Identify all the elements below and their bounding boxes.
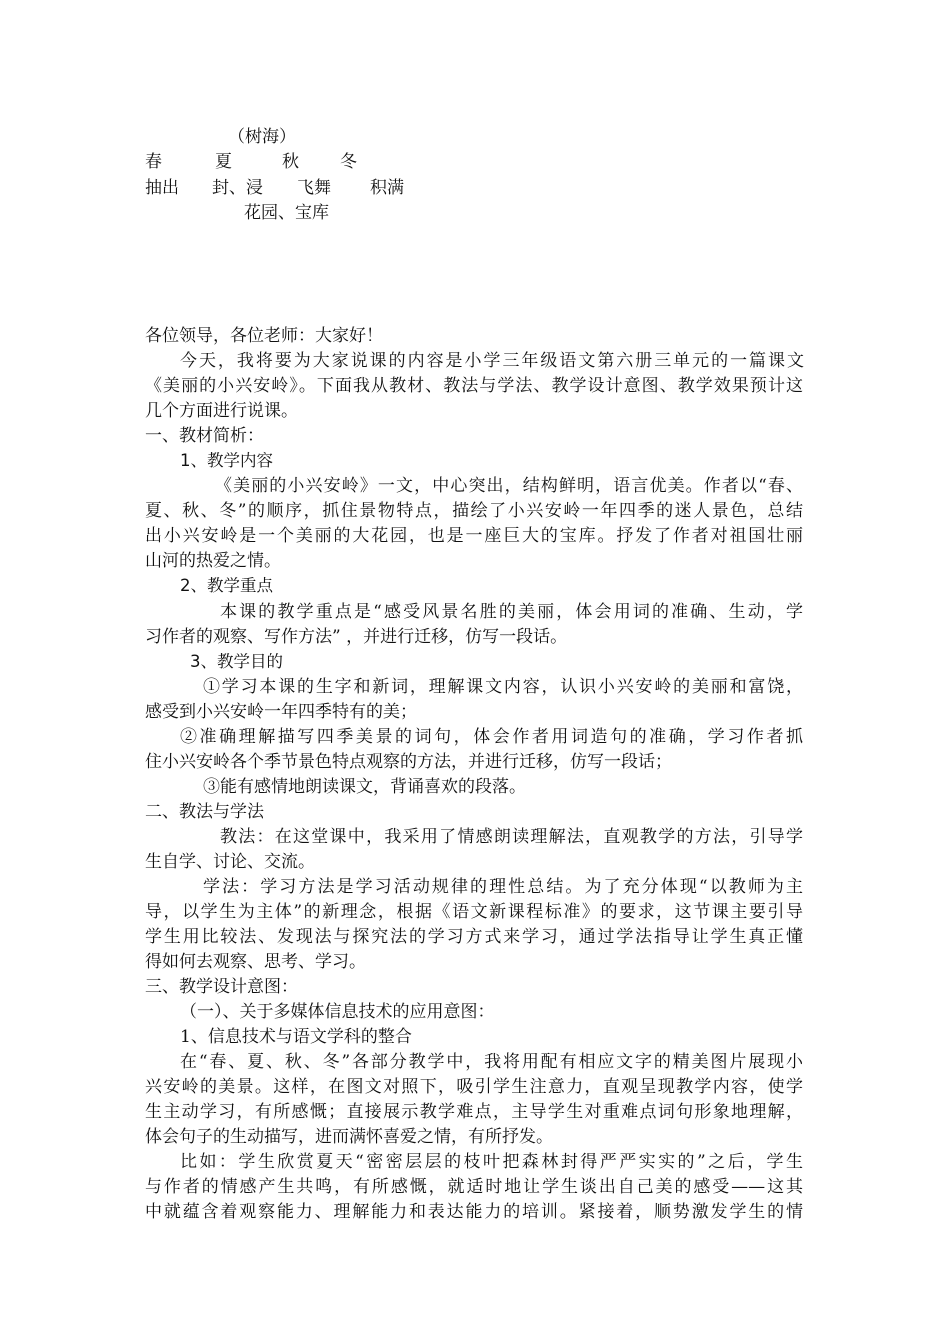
subsection-3-1-1-heading: 1、信息技术与语文学科的整合: [180, 1027, 412, 1047]
outline-summary: 花园、宝库: [244, 203, 329, 223]
paragraph-line: 生主动学习，有所感慨；直接展示教学难点，主导学生对重难点词句形象地理解，: [145, 1102, 803, 1122]
paragraph-line: 生自学、讨论、交流。: [145, 852, 315, 872]
subsection-1-1-heading: 1、教学内容: [180, 451, 273, 470]
paragraph-line: 比如：学生欣赏夏天“密密层层的枝叶把森林封得严严实实的”之后，学生: [180, 1152, 803, 1172]
goal-line: ③能有感情地朗读课文，背诵喜欢的段落。: [203, 777, 526, 797]
goal-line: ②准确理解描写四季美景的词句，体会作者用词造句的准确，学习作者抓: [180, 727, 803, 747]
paragraph-line: 山河的热爱之情。: [145, 551, 281, 571]
outline-verb-summer: 封、浸: [212, 178, 263, 198]
intro-line: 今天，我将要为大家说课的内容是小学三年级语文第六册三单元的一篇课文: [180, 351, 804, 371]
paragraph-line: 得如何去观察、思考、学习。: [145, 952, 366, 972]
paragraph-line: 出小兴安岭是一个美丽的大花园，也是一座巨大的宝库。抒发了作者对祖国壮丽: [145, 526, 803, 546]
paragraph-line: 夏、秋、冬”的顺序，抓住景物特点，描绘了小兴安岭一年四季的迷人景色，总结: [145, 501, 803, 521]
section-2-heading: 二、教法与学法: [145, 802, 264, 822]
subsection-1-2-heading: 2、教学重点: [180, 576, 273, 595]
outline-season-spring: 春: [145, 152, 162, 172]
outline-season-autumn: 秋: [282, 152, 299, 172]
greeting: 各位领导，各位老师：大家好！: [145, 326, 383, 346]
subsection-3-1-heading: （一）、关于多媒体信息技术的应用意图：: [180, 1002, 495, 1022]
section-1-heading: 一、教材简析：: [145, 426, 264, 446]
paragraph-line: 中就蕴含着观察能力、理解能力和表达能力的培训。紧接着，顺势激发学生的情: [145, 1202, 803, 1222]
intro-line: 《美丽的小兴安岭》。下面我从教材、教法与学法、教学设计意图、教学效果预计这: [145, 376, 803, 396]
paragraph-line: 习作者的观察、写作方法” ，并进行迁移，仿写一段话。: [145, 627, 568, 647]
paragraph-line: 在“春、夏、秋、冬”各部分教学中，我将用配有相应文字的精美图片展现小: [180, 1052, 803, 1072]
outline-verb-autumn: 飞舞: [297, 178, 331, 198]
outline-season-winter: 冬: [340, 152, 357, 172]
intro-line: 几个方面进行说课。: [145, 401, 298, 421]
paragraph-line: 教法：在这堂课中，我采用了情感朗读理解法，直观教学的方法，引导学: [220, 827, 803, 847]
outline-verb-spring: 抽出: [145, 178, 179, 198]
paragraph-line: 《美丽的小兴安岭》一文，中心突出，结构鲜明，语言优美。作者以“春、: [215, 476, 803, 496]
section-3-heading: 三、教学设计意图：: [145, 977, 298, 997]
paragraph-line: 兴安岭的美景。这样，在图文对照下，吸引学生注意力，直观呈现教学内容，使学: [145, 1077, 803, 1097]
paragraph-line: 体会句子的生动描写，进而满怀喜爱之情，有所抒发。: [145, 1127, 553, 1147]
subsection-1-3-heading: 3、教学目的: [190, 652, 283, 671]
outline-title: （树海）: [228, 127, 296, 147]
paragraph-line: 与作者的情感产生共鸣，有所感慨，就适时地让学生谈出自己美的感受——这其: [145, 1177, 803, 1197]
goal-line: 感受到小兴安岭一年四季特有的美；: [145, 702, 417, 722]
paragraph-line: 学生用比较法、发现法与探究法的学习方式来学习，通过学法指导让学生真正懂: [145, 927, 803, 947]
paragraph-line: 学法：学习方法是学习活动规律的理性总结。为了充分体现“以教师为主: [203, 877, 803, 897]
paragraph-line: 导，以学生为主体”的新理念，根据《语文新课程标准》的要求，这节课主要引导: [145, 902, 803, 922]
outline-verb-winter: 积满: [370, 178, 404, 198]
paragraph-line: 本课的教学重点是“感受风景名胜的美丽，体会用词的准确、生动，学: [220, 602, 803, 622]
outline-season-summer: 夏: [215, 152, 232, 172]
goal-line: 住小兴安岭各个季节景色特点观察的方法，并进行迁移，仿写一段话；: [145, 752, 672, 772]
goal-line: ①学习本课的生字和新词，理解课文内容，认识小兴安岭的美丽和富饶，: [203, 677, 803, 697]
